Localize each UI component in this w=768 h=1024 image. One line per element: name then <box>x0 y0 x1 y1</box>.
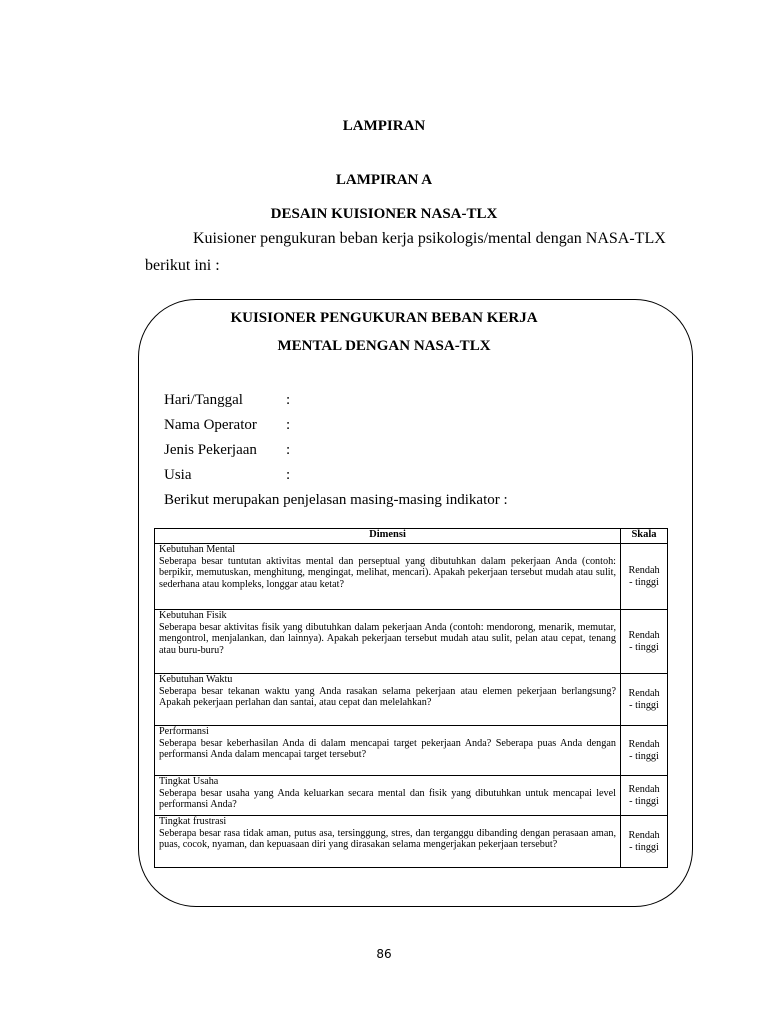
page-heading: LAMPIRAN <box>342 118 426 134</box>
scale-high: - tinggi <box>629 576 659 588</box>
scale-high: - tinggi <box>629 641 659 653</box>
header-scale: Skala <box>621 529 668 544</box>
page-number: 86 <box>376 947 392 961</box>
dimension-title: Tingkat frustrasi <box>159 816 227 827</box>
intro-paragraph-line2: berikut ini : <box>145 257 220 274</box>
indicator-explanation: Berikut merupakan penjelasan masing-masing indikator : <box>164 492 508 508</box>
scale-high: - tinggi <box>629 750 659 762</box>
field-colon-job-type: : <box>286 442 291 458</box>
scale-cell <box>621 610 668 674</box>
dimension-description: Seberapa besar keberhasilan Anda di dalam mencapai target pekerjaan Anda? Seberapa puas Anda dengan performansi Anda dalam mencapai target tersebut? <box>159 737 616 760</box>
table-row <box>155 610 668 674</box>
dimension-description: Seberapa besar aktivitas fisik yang dibutuhkan dalam pekerjaan Anda (contoh: mendorong, menarik, memutar, mengontrol, menjalankan, dan lainnya). Apakah pekerjaan tersebut mudah atau sulit, pelan atau cepat, tenang atau buru-buru? <box>159 621 616 656</box>
dimension-cell <box>155 674 621 726</box>
dimension-description: Seberapa besar tekanan waktu yang Anda rasakan selama pekerjaan atau elemen pekerjaan berlangsung? Apakah pekerjaan perlahan dan santai, atau cepat dan melelahkan? <box>159 685 616 708</box>
scale-high: - tinggi <box>629 841 659 853</box>
scale-low: Rendah <box>628 565 660 576</box>
scale-low: Rendah <box>628 830 660 841</box>
dimension-description: Seberapa besar tuntutan aktivitas mental dan perseptual yang dibutuhkan dalam pekerjaan Anda (contoh: berpikir, memutuskan, menghitung, mengingat, melihat, mencari). Apakah pekerjaan tersebut mudah atau sulit, sederhana atau kompleks, longgar atau ketat? <box>159 555 616 590</box>
table-header-row <box>155 529 668 544</box>
dimension-title: Kebutuhan Waktu <box>159 674 233 685</box>
dimension-cell <box>155 610 621 674</box>
scale-cell <box>621 544 668 610</box>
field-colon-operator: : <box>286 417 291 433</box>
field-label-job-type: Jenis Pekerjaan <box>164 442 257 458</box>
field-label-operator: Nama Operator <box>164 417 257 433</box>
field-colon-date: : <box>286 392 291 408</box>
dimension-cell <box>155 776 621 816</box>
dimension-cell <box>155 726 621 776</box>
table-row <box>155 544 668 610</box>
section-title: DESAIN KUISIONER NASA-TLX <box>270 206 498 222</box>
table-row <box>155 776 668 816</box>
scale-low: Rendah <box>628 784 660 795</box>
field-label-date: Hari/Tanggal <box>164 392 243 408</box>
scale-cell <box>621 776 668 816</box>
dimension-title: Kebutuhan Fisik <box>159 610 227 621</box>
table-row <box>155 726 668 776</box>
dimension-table <box>154 528 668 868</box>
scale-cell <box>621 726 668 776</box>
header-dimension: Dimensi <box>155 529 621 544</box>
table-row <box>155 674 668 726</box>
dimension-cell <box>155 544 621 610</box>
dimension-cell <box>155 816 621 868</box>
dimension-title: Tingkat Usaha <box>159 776 219 787</box>
questionnaire-title-line1: KUISIONER PENGUKURAN BEBAN KERJA <box>230 310 538 326</box>
questionnaire-title-line2: MENTAL DENGAN NASA-TLX <box>277 338 491 354</box>
scale-high: - tinggi <box>629 699 659 711</box>
intro-paragraph-line1: Kuisioner pengukuran beban kerja psikologis/mental dengan NASA-TLX <box>193 230 666 247</box>
table-row <box>155 816 668 868</box>
scale-low: Rendah <box>628 739 660 750</box>
dimension-title: Performansi <box>159 726 209 737</box>
appendix-subheading: LAMPIRAN A <box>335 172 433 188</box>
dimension-description: Seberapa besar rasa tidak aman, putus asa, tersinggung, stres, dan terganggu dibanding dengan perasaan aman, puas, cocok, nyaman, dan kepuasaan diri yang dirasakan selama mengerjakan pekerjaan tersebut? <box>159 827 616 850</box>
scale-low: Rendah <box>628 688 660 699</box>
dimension-description: Seberapa besar usaha yang Anda keluarkan secara mental dan fisik yang dibutuhkan untuk mencapai level performansi Anda? <box>159 787 616 810</box>
field-colon-age: : <box>286 467 291 483</box>
dimension-title: Kebutuhan Mental <box>159 544 236 555</box>
scale-cell <box>621 674 668 726</box>
field-label-age: Usia <box>164 467 192 483</box>
scale-low: Rendah <box>628 630 660 641</box>
scale-cell <box>621 816 668 868</box>
scale-high: - tinggi <box>629 795 659 807</box>
